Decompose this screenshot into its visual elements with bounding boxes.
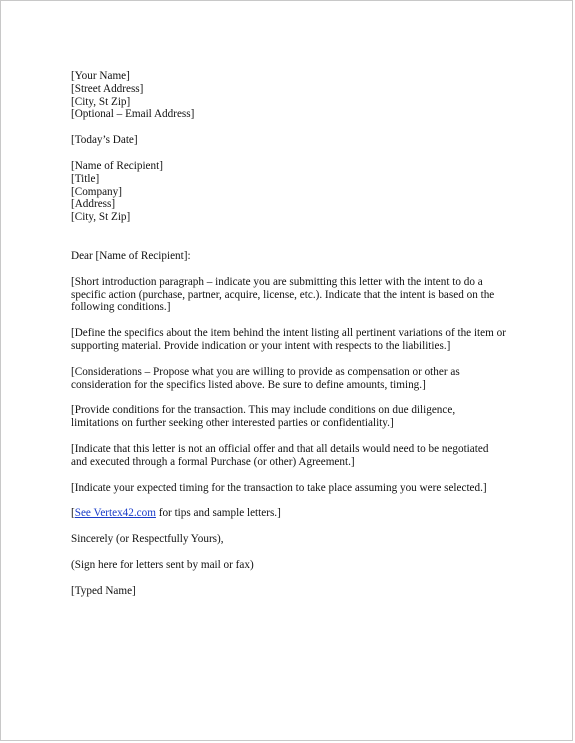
paragraph-line: [Define the specifics about the item behind the intent listing all pertinent variations of the item or xyxy=(71,327,506,340)
recipient-name: [Name of Recipient] xyxy=(71,159,163,172)
paragraph-line: [Short introduction paragraph – indicate you are submitting this letter with the intent to do a xyxy=(71,275,483,288)
paragraph-line: specific action (purchase, partner, acquire, license, etc.). Indicate that the intent is based on the xyxy=(71,288,495,301)
spacer xyxy=(71,572,511,585)
paragraph-line: supporting material. Provide indication or your intent with respects to the liabilities.] xyxy=(71,339,451,352)
conditions-paragraph xyxy=(71,404,511,430)
specifics-paragraph xyxy=(71,327,511,353)
tips-rest: for tips and sample letters.] xyxy=(155,507,281,520)
sender-name: [Your Name] xyxy=(71,70,130,82)
spacer xyxy=(71,430,511,443)
sender-email: [Optional – Email Address] xyxy=(71,108,195,121)
recipient-city: [City, St Zip] xyxy=(71,211,131,224)
spacer xyxy=(71,546,511,559)
spacer xyxy=(71,147,511,160)
recipient-address xyxy=(71,160,511,224)
spacer xyxy=(71,391,511,404)
spacer xyxy=(71,520,511,533)
paragraph-line: following conditions.] xyxy=(71,301,171,314)
letter-body xyxy=(71,70,511,598)
spacer xyxy=(71,263,511,276)
paragraph-line: [Indicate that this letter is not an official offer and that all details would need to be negotiated xyxy=(71,442,489,455)
spacer xyxy=(71,494,511,507)
recipient-address-line: [Address] xyxy=(71,198,116,211)
paragraph-line: [Considerations – Propose what you are willing to provide as compensation or other as xyxy=(71,365,460,378)
paragraph-line: [Indicate your expected timing for the transaction to take place assuming you were selected.] xyxy=(71,481,487,494)
tips-open-bracket: [ xyxy=(71,507,75,520)
intro-paragraph xyxy=(71,276,511,314)
spacer xyxy=(71,353,511,366)
typed-name: [Typed Name] xyxy=(71,584,136,597)
spacer xyxy=(71,121,511,134)
timing-paragraph xyxy=(71,482,511,495)
considerations-paragraph xyxy=(71,366,511,392)
sender-city: [City, St Zip] xyxy=(71,95,131,108)
sender-street: [Street Address] xyxy=(71,82,144,95)
signature-note: (Sign here for letters sent by mail or fax) xyxy=(71,558,254,571)
salutation: Dear [Name of Recipient]: xyxy=(71,249,191,262)
paragraph-line: limitations on further seeking other interested parties or confidentiality.] xyxy=(71,417,394,430)
spacer xyxy=(71,469,511,482)
paragraph-line: consideration for the specifics listed above. Be sure to define amounts, timing.] xyxy=(71,378,426,391)
vertex42-link[interactable]: See Vertex42.com xyxy=(74,507,156,520)
paragraph-line: and executed through a formal Purchase (or other) Agreement.] xyxy=(71,455,355,468)
letter-date: [Today’s Date] xyxy=(71,134,138,147)
recipient-title: [Title] xyxy=(71,172,100,185)
tips-line xyxy=(71,507,511,520)
sender-address xyxy=(71,70,511,121)
recipient-company: [Company] xyxy=(71,185,122,198)
spacer xyxy=(71,314,511,327)
closing: Sincerely (or Respectfully Yours), xyxy=(71,533,224,546)
not-official-offer-paragraph xyxy=(71,443,511,469)
paragraph-line: [Provide conditions for the transaction. This may include conditions on due diligence, xyxy=(71,404,456,417)
spacer xyxy=(71,224,511,250)
